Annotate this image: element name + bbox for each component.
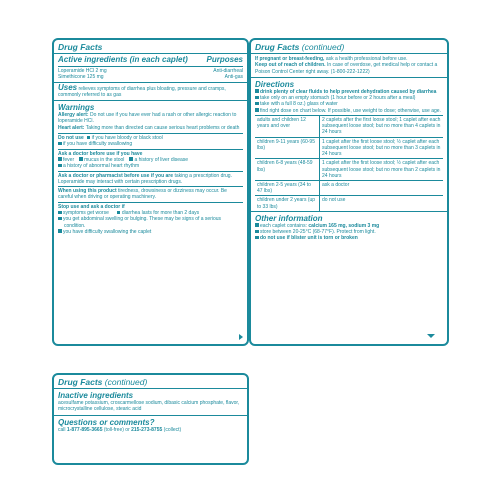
active-ingredients-heading: Active ingredients (in each caplet) [58, 55, 188, 64]
bullet-icon [117, 211, 121, 215]
bullet-icon [58, 217, 62, 221]
ingredient-row: Simethicone 125 mg Anti-gas [58, 74, 243, 81]
bullet-icon [255, 89, 259, 93]
ask-pharmacist-label: Ask a doctor or pharmacist before use if you are [58, 172, 174, 179]
bullet-icon [255, 236, 259, 240]
bullet-icon [58, 229, 62, 233]
bullet-icon [79, 157, 83, 161]
bullet-icon [87, 136, 91, 140]
bullet-icon [58, 164, 62, 168]
uses-heading: Uses [58, 82, 78, 92]
uses-section: Uses relieves symptoms of diarrhea plus bloating, pressure and cramps, commonly referred to as gas [58, 82, 226, 98]
directions-section: Directions drink plenty of clear fluids to help prevent dehydration caused by diarrhea take only on an empty stomach (1 hour before or 2 hours after a meal) take with a full 8 oz.) glass of water find right dose on chart below. If possible, use weight to dose; otherwise, use age. [251, 78, 447, 115]
drug-facts-panel-1: Drug Facts Active ingredients (in each caplet) Purposes Loperamide HCl 2 mg Anti-diarrheal Simethicone 125 mg Anti-gas Uses relieves symptoms of diarrhea plus bloating, pressure and cramps, commonly referred to as gas Warnings Allergy alert: Do not use if you have ever had a rash or other allergic reaction to loperamide HCl. Heart alert: Taking more than directed can cause serious heart problems or death Do not use if you have bloody or black stool if you have difficulty swallowing Ask a doctor before use if you have fever mucus in the stool a history of liver disease a history of abnormal heart rhythm Ask a doctor or pharmacist before use if you are taking a prescription drug. Loperamide may interact with certain prescription drugs. When using this product tiredness, drowsiness or dizziness may occur. Be careful when driving or operating machinery. Stop use and ask a doctor if symptoms get worse diarrhea lasts for more than 2 days you get abdominal swelling or bulging. These may be signs of a serious condition. you have difficulty swallowing the caplet [52, 38, 249, 346]
stop-use-label: Stop use and ask a doctor if [58, 203, 125, 210]
panel-title: Drug Facts [58, 377, 103, 387]
bullet-icon [255, 102, 259, 106]
table-row: adults and children 12 years and over 2 caplets after the first loose stool; 1 caplet after each subsequent loose stool; but no more than 4 caplets in 24 hours [255, 116, 443, 138]
bullet-icon [129, 157, 133, 161]
table-row: children 9-11 years (60-95 lbs) 1 caplet after the first loose stool; ½ caplet after each subsequent loose stool; but no more than 3 caplets in 24 hours [255, 137, 443, 159]
do-not-use-label: Do not use [58, 135, 84, 142]
questions-section: Questions or comments? call 1-877-895-3665 (toll-free) or 215-273-8755 (collect) [54, 416, 247, 435]
phone-toll-free[interactable]: 1-877-895-3665 [66, 426, 103, 433]
inactive-ingredients-section: Inactive ingredients acesulfame potassium, croscarmellose sodium, dibasic calcium phosphate, flavor, microcrystalline cellulose, stearic acid [54, 389, 247, 415]
bullet-icon [255, 108, 259, 112]
bullet-icon [58, 211, 62, 215]
bullet-icon [255, 223, 259, 227]
phone-collect[interactable]: 215-273-8755 [131, 426, 163, 433]
bullet-icon [255, 96, 259, 100]
other-information-heading: Other information [255, 213, 323, 223]
inactive-ingredients-heading: Inactive ingredients [58, 391, 134, 400]
table-row: children 2-5 years (34 to 47 lbs) ask a doctor [255, 180, 443, 195]
dosage-table [255, 115, 443, 211]
keep-out-label: Keep out of reach of children. [255, 62, 326, 69]
bullet-icon [255, 230, 259, 234]
pregnancy-label: If pregnant or breast-feeding, [255, 56, 325, 62]
drug-facts-panel-2: Drug Facts (continued) If pregnant or breast-feeding, ask a health professional before use. Keep out of reach of children. In case of overdose, get medical help or contact a Poison Control Center right away. (1-800-222-1222) Directions drink plenty of clear fluids to help prevent dehydration caused by diarrhea take only on an empty stomach (1 hour before or 2 hours after a meal) take with a full 8 oz.) glass of water find right dose on chart below. If possible, use weight to dose; otherwise, use age. adults and children 12 years and over 2 caplets after the first loose stool; 1 caplet after each subsequent loose stool; but no more than 4 caplets in 24 hours children 9-11 years (60-95 lbs) 1 caplet after the first loose stool; ½ caplet after each subsequent loose stool; but no more than 3 caplets in 24 hours children 6-8 years (48-59 lbs) 1 caplet after the first loose stool; ½ caplet after each subsequent loose stool; but no more than 2 caplets in 24 hours children 2-5 years (34 to 47 lbs) ask a doctor children under 2 years (up to 33 lbs) do not use Other information each caplet contains: calcium 165 mg, sodium 3 mg store between 20-25°C (68-77°F). Protect from light. do not use if blister unit is torn or broken [249, 38, 449, 346]
purposes-heading: Purposes [206, 55, 243, 64]
continued-label: (continued) [104, 377, 148, 387]
continue-arrow-icon [239, 334, 243, 340]
when-using-label: When using this product [58, 188, 117, 195]
panel-title: Drug Facts [255, 42, 300, 52]
panel-title: Drug Facts [58, 42, 103, 52]
bullet-icon [58, 157, 62, 161]
table-row: children under 2 years (up to 33 lbs) do not use [255, 196, 443, 211]
other-information-section: Other information each caplet contains: calcium 165 mg, sodium 3 mg store between 20-25°C (68-77°F). Protect from light. do not use if blister unit is torn or broken [251, 212, 447, 244]
table-row: children 6-8 years (48-59 lbs) 1 caplet after the first loose stool; ½ caplet after each subsequent loose stool; but no more than 2 caplets in 24 hours [255, 159, 443, 181]
continue-arrow-icon [427, 334, 435, 338]
drug-facts-panel-3 [52, 373, 249, 465]
questions-heading: Questions or comments? [58, 417, 155, 427]
directions-heading: Directions [255, 79, 295, 89]
warnings-section: Warnings Allergy alert: Do not use if you have ever had a rash or other allergic reaction to loperamide HCl. Heart alert: Taking more than directed can cause serious heart problems or death [54, 101, 247, 133]
bullet-icon [58, 142, 62, 146]
ingredient-row: Loperamide HCl 2 mg Anti-diarrheal [58, 68, 243, 74]
warnings-heading: Warnings [58, 103, 95, 113]
continued-label: (continued) [301, 42, 345, 52]
ask-doctor-label: Ask a doctor before use if you have [58, 150, 143, 157]
